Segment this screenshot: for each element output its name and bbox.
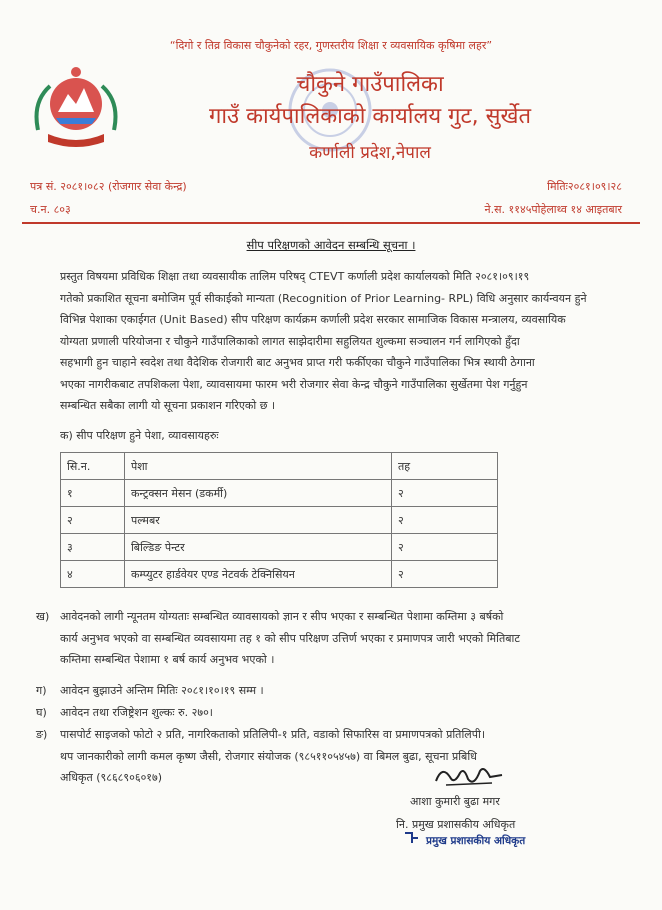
item-line: अधिकृत (९८६८९०६०१७) (60, 771, 163, 784)
body-line: सम्बन्धित सबैका लागी यो सूचना प्रकाशन गरिएको छ । (60, 399, 276, 412)
list-item (36, 724, 636, 790)
cell-serial: १ (61, 480, 125, 507)
cell-serial: २ (61, 507, 125, 534)
stamp-mark-icon (402, 829, 422, 849)
item-text (60, 702, 636, 724)
cell-serial: ४ (61, 561, 125, 588)
item-text (60, 724, 636, 789)
cell-occupation: कन्ट्रक्सन मेसन (डकर्मी) (124, 480, 391, 507)
section-a-label: क) सीप परिक्षण हुने पेशा, व्यावसायहरुः (60, 429, 219, 442)
occupation-table (60, 452, 498, 588)
item-line: आवेदन तथा रजिष्ट्रेशन शुल्कः रु. २७०। (60, 706, 213, 719)
nepal-emblem-icon (28, 58, 124, 154)
item-line: कम्तिमा सम्बन्धित पेशामा १ बर्ष कार्य अनुभव भएको । (60, 653, 275, 666)
list-item (36, 606, 636, 672)
cell-serial: ३ (61, 534, 125, 561)
letter-number: पत्र सं. २०८१।०८२ (रोजगार सेवा केन्द्र) (30, 180, 187, 193)
body-line: प्रस्तुत विषयमा प्रविधिक शिक्षा तथा व्यवसायीक तालिम परिषद् CTEVT कर्णाली प्रदेश कार्यालयको मिति २०८१।०९।१९ (60, 270, 530, 283)
item-index: ग) (36, 684, 47, 697)
table-row (61, 507, 498, 534)
cell-level: २ (392, 480, 498, 507)
slogan: “दिगो र तिव्र विकास चौकुनेको रहर, गुणस्तरीय शिक्षा र व्यवसायिक कृषिमा लहर” (169, 39, 493, 52)
body-line: योग्यता प्रणाली परियोजना र चौकुने गाउँपालिकाको लागत साझेदारीमा सहुलियत शुल्कमा सञ्चालन गर्न लागिएको हुँदा (60, 334, 520, 348)
body-line: विभिन्न पेशाका एकाईगत (Unit Based) सीप परिक्षण कार्यक्रम कर्णाली प्रदेश सरकार सामाजिक विकास मन्त्रालय, व्यवसायिक (60, 313, 566, 326)
item-line: कार्य अनुभव भएको वा सम्बन्धित व्यवसायमा तह १ को सीप परिक्षण उत्तिर्ण भएका र प्रमाणपत्र जारी भएको मितिबाट (60, 631, 520, 645)
item-line: आवेदन बुझाउने अन्तिम मितिः २०८१।१०।१९ सम्म । (60, 684, 264, 697)
col-level-header: तह (392, 453, 498, 480)
item-text (60, 680, 636, 702)
body-line: गतेको प्रकाशित सूचना बमोजिम पूर्व सीकाईको मान्यता (Recognition of Prior Learning- RPL) विधि अनुसार कार्यन्वयन हुने (60, 291, 587, 305)
cell-level: २ (392, 507, 498, 534)
notice-subject: सीप परिक्षणको आवेदन सम्बन्धि सूचना । (246, 238, 416, 252)
table-header-row (61, 453, 498, 480)
item-index: घ) (36, 706, 47, 719)
body-line: भएका नागरीकबाट तपशिकला पेशा, व्यावसायमा फारम भरी रोजगार सेवा केन्द्र चौकुने गाउँपालिका सुर्खेतमा पेश गर्नुहुन (60, 377, 528, 391)
letter-date: मितिः२०८१।०९।२८ (547, 180, 622, 193)
list-item (36, 702, 636, 724)
item-line: थप जानकारीको लागी कमल कृष्ण जैसी, रोजगार संयोजक (९८५११०५४५७) वा बिमल बुढा, सूचना प्रबिधि (60, 749, 477, 763)
signatory-title: नि. प्रमुख प्रशासकीय अधिकृत (396, 818, 516, 831)
official-stamp-text: प्रमुख प्रशासकीय अधिकृत (426, 835, 526, 847)
col-occupation-header: पेशा (124, 453, 391, 480)
header-divider (22, 222, 640, 224)
dispatch-number: च.न. ८०३ (30, 203, 71, 216)
item-text (60, 606, 636, 671)
signatory-name: आशा कुमारी बुढा मगर (410, 795, 500, 808)
body-line: सहभागी हुन चाहाने स्वदेश तथा वैदेशिक रोजगारी बाट अनुभव प्राप्त गरी फर्कीएका चौकुने गाउँपालिका भित्र स्थायी ठेगाना (60, 356, 535, 369)
office-subtitle: गाउँ कार्यपालिकाको कार्यालय गुट, सुर्खेत (208, 104, 532, 129)
cell-occupation: कम्प्युटर हार्डवेयर एण्ड नेटवर्क टेक्निसियन (124, 561, 391, 588)
cell-level: २ (392, 534, 498, 561)
cell-level: २ (392, 561, 498, 588)
item-index: ख) (36, 610, 50, 623)
col-serial-header: सि.न. (61, 453, 125, 480)
item-line: पासपोर्ट साइजको फोटो २ प्रति, नागरिकताको प्रतिलिपी-१ प्रति, वडाको सिफारिस वा प्रमाणपत्रको प्रतिलिपी। (60, 728, 486, 741)
table-row (61, 480, 498, 507)
notice-body (60, 266, 640, 417)
table-row (61, 561, 498, 588)
handwritten-signature-icon (432, 761, 506, 791)
list-item (36, 680, 636, 702)
province: कर्णाली प्रदेश,नेपाल (309, 143, 431, 163)
item-line: आवेदनको लागी न्यूनतम योग्यताः सम्बन्धित व्यावसायको ज्ञान र सीप भएका र सम्बन्धित पेशामा कम्तिमा ३ बर्षको (60, 610, 504, 623)
office-name: चौकुने गाउँपालिका (296, 72, 444, 97)
nepal-sambat-date: ने.स. ११४५पोहेलाथ्व १४ आइतबार (484, 203, 622, 216)
cell-occupation: पल्मबर (124, 507, 391, 534)
item-index: ङ) (36, 728, 48, 741)
cell-occupation: बिल्डिङ पेन्टर (124, 534, 391, 561)
table-row (61, 534, 498, 561)
